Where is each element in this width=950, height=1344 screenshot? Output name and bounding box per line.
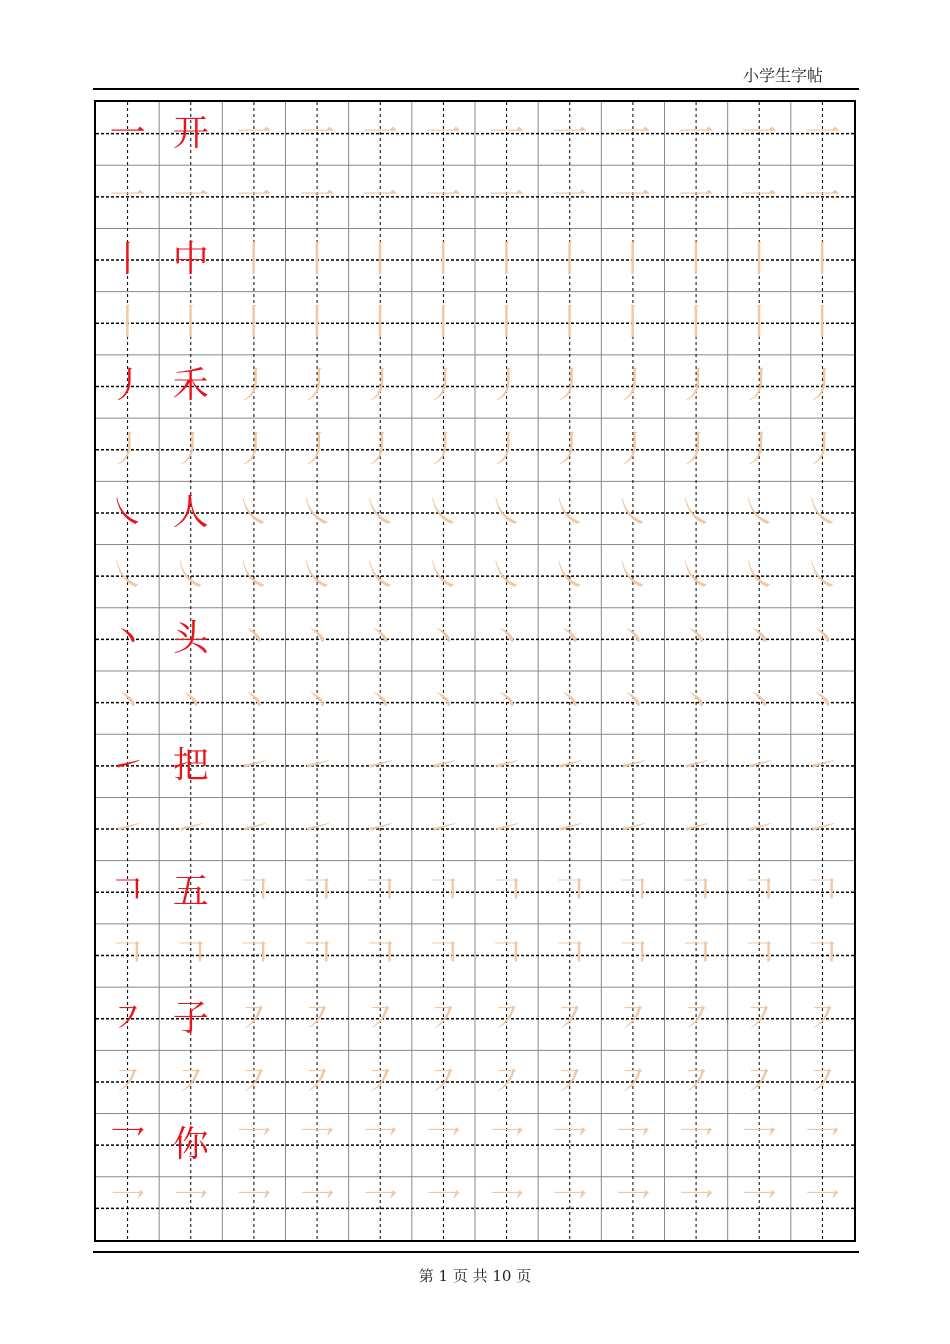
- trace-stroke: ㇇: [362, 1060, 399, 1102]
- trace-stroke: 丿: [425, 365, 462, 407]
- trace-stroke: ㇇: [299, 1060, 336, 1102]
- model-character: 开: [172, 112, 209, 154]
- trace-stroke: ㇏: [362, 555, 399, 597]
- trace-stroke: 乛: [362, 1124, 399, 1166]
- trace-stroke: 丶: [235, 681, 272, 723]
- trace-stroke: 乛: [804, 1187, 841, 1229]
- model-stroke: 丨: [109, 239, 146, 281]
- trace-stroke: 丿: [614, 365, 651, 407]
- trace-stroke: 丶: [741, 681, 778, 723]
- model-character: 头: [172, 618, 209, 660]
- trace-stroke: ㇇: [488, 997, 525, 1039]
- trace-stroke: 一: [299, 175, 336, 217]
- trace-stroke: 丨: [109, 302, 146, 344]
- trace-stroke: ㇏: [678, 555, 715, 597]
- trace-stroke: ㇇: [804, 997, 841, 1039]
- trace-stroke: 乛: [172, 1187, 209, 1229]
- trace-stroke: ㇀: [551, 808, 588, 850]
- trace-stroke: ㇇: [678, 997, 715, 1039]
- trace-stroke: 𠃍: [614, 934, 651, 976]
- trace-stroke: 丿: [488, 428, 525, 470]
- trace-stroke: 丿: [109, 428, 146, 470]
- trace-stroke: 丿: [235, 365, 272, 407]
- trace-stroke: 丶: [425, 618, 462, 660]
- trace-stroke: 乛: [235, 1124, 272, 1166]
- trace-stroke: 乛: [488, 1124, 525, 1166]
- model-stroke: 乛: [109, 1124, 146, 1166]
- trace-stroke: ㇇: [235, 1060, 272, 1102]
- trace-stroke: 乛: [551, 1124, 588, 1166]
- trace-stroke: 乛: [741, 1124, 778, 1166]
- trace-stroke: ㇇: [614, 1060, 651, 1102]
- trace-stroke: 丿: [741, 428, 778, 470]
- trace-stroke: ㇀: [235, 808, 272, 850]
- trace-stroke: 丨: [235, 302, 272, 344]
- trace-stroke: 乛: [614, 1187, 651, 1229]
- trace-stroke: 丶: [614, 618, 651, 660]
- trace-stroke: ㇏: [235, 555, 272, 597]
- trace-stroke: 𠃍: [804, 934, 841, 976]
- trace-stroke: ㇇: [109, 1060, 146, 1102]
- trace-stroke: 丨: [299, 302, 336, 344]
- trace-stroke: 𠃍: [551, 871, 588, 913]
- trace-stroke: ㇏: [804, 491, 841, 533]
- trace-stroke: ㇀: [614, 808, 651, 850]
- trace-stroke: 丿: [551, 428, 588, 470]
- trace-stroke: 乛: [741, 1187, 778, 1229]
- trace-stroke: 丿: [235, 428, 272, 470]
- trace-stroke: ㇇: [804, 1060, 841, 1102]
- trace-stroke: 丨: [741, 239, 778, 281]
- trace-stroke: 𠃍: [614, 871, 651, 913]
- trace-stroke: 一: [425, 175, 462, 217]
- trace-stroke: 丨: [614, 302, 651, 344]
- model-stroke: 丿: [109, 365, 146, 407]
- trace-stroke: 乛: [678, 1124, 715, 1166]
- trace-stroke: 丶: [804, 618, 841, 660]
- trace-stroke: 丿: [299, 428, 336, 470]
- trace-stroke: ㇀: [678, 744, 715, 786]
- trace-stroke: 𠃍: [425, 871, 462, 913]
- trace-stroke: 丨: [551, 239, 588, 281]
- model-character: 五: [172, 871, 209, 913]
- trace-stroke: 一: [551, 175, 588, 217]
- trace-stroke: 丶: [488, 618, 525, 660]
- trace-stroke: ㇀: [551, 744, 588, 786]
- trace-stroke: ㇀: [741, 808, 778, 850]
- trace-stroke: ㇀: [741, 744, 778, 786]
- trace-stroke: 丨: [741, 302, 778, 344]
- trace-stroke: ㇀: [109, 808, 146, 850]
- trace-stroke: 丨: [804, 239, 841, 281]
- trace-stroke: 乛: [362, 1187, 399, 1229]
- trace-stroke: ㇇: [741, 997, 778, 1039]
- trace-stroke: 丿: [678, 365, 715, 407]
- model-character: 人: [172, 491, 209, 533]
- trace-stroke: 𠃍: [678, 934, 715, 976]
- trace-stroke: 𠃍: [741, 871, 778, 913]
- trace-stroke: ㇏: [488, 491, 525, 533]
- trace-stroke: 丨: [172, 302, 209, 344]
- trace-stroke: 一: [614, 112, 651, 154]
- trace-stroke: ㇇: [299, 997, 336, 1039]
- trace-stroke: 𠃍: [362, 871, 399, 913]
- trace-stroke: 丿: [362, 428, 399, 470]
- trace-stroke: ㇏: [109, 555, 146, 597]
- header-rule: [93, 88, 859, 90]
- trace-stroke: ㇀: [172, 808, 209, 850]
- trace-stroke: 丶: [172, 681, 209, 723]
- trace-stroke: ㇏: [741, 491, 778, 533]
- trace-stroke: 𠃍: [741, 934, 778, 976]
- trace-stroke: ㇀: [488, 808, 525, 850]
- footer-rule: [93, 1251, 859, 1253]
- trace-stroke: 𠃍: [362, 934, 399, 976]
- trace-stroke: 一: [551, 112, 588, 154]
- trace-stroke: 一: [488, 112, 525, 154]
- trace-stroke: ㇏: [488, 555, 525, 597]
- trace-stroke: ㇏: [741, 555, 778, 597]
- trace-stroke: ㇀: [488, 744, 525, 786]
- model-stroke: ㇏: [109, 491, 146, 533]
- trace-stroke: ㇀: [425, 744, 462, 786]
- trace-stroke: 丿: [551, 365, 588, 407]
- trace-stroke: 一: [804, 112, 841, 154]
- trace-stroke: ㇀: [362, 808, 399, 850]
- model-stroke: ㇇: [109, 997, 146, 1039]
- trace-stroke: 丨: [488, 302, 525, 344]
- trace-stroke: 乛: [425, 1187, 462, 1229]
- trace-stroke: 丶: [551, 618, 588, 660]
- trace-stroke: 一: [299, 112, 336, 154]
- trace-stroke: 𠃍: [488, 871, 525, 913]
- trace-stroke: 𠃍: [678, 871, 715, 913]
- trace-stroke: ㇇: [425, 1060, 462, 1102]
- trace-stroke: ㇇: [551, 1060, 588, 1102]
- trace-stroke: ㇀: [299, 808, 336, 850]
- trace-stroke: ㇀: [362, 744, 399, 786]
- trace-stroke: 𠃍: [235, 871, 272, 913]
- trace-stroke: 𠃍: [299, 871, 336, 913]
- trace-stroke: 𠃍: [299, 934, 336, 976]
- trace-stroke: 乛: [678, 1187, 715, 1229]
- trace-stroke: ㇀: [614, 744, 651, 786]
- trace-stroke: 丿: [804, 428, 841, 470]
- trace-stroke: 乛: [425, 1124, 462, 1166]
- trace-stroke: ㇀: [804, 744, 841, 786]
- trace-stroke: 丿: [614, 428, 651, 470]
- trace-stroke: 丿: [362, 365, 399, 407]
- model-character: 把: [172, 744, 209, 786]
- trace-stroke: 乛: [299, 1124, 336, 1166]
- model-stroke: ㇀: [109, 744, 146, 786]
- trace-stroke: 乛: [614, 1124, 651, 1166]
- trace-stroke: ㇏: [235, 491, 272, 533]
- trace-stroke: ㇏: [425, 555, 462, 597]
- trace-stroke: 𠃍: [488, 934, 525, 976]
- trace-stroke: 丨: [804, 302, 841, 344]
- trace-stroke: 丿: [741, 365, 778, 407]
- trace-stroke: ㇇: [488, 1060, 525, 1102]
- trace-stroke: 𠃍: [551, 934, 588, 976]
- trace-stroke: 丨: [488, 239, 525, 281]
- trace-stroke: ㇏: [362, 491, 399, 533]
- model-character: 中: [172, 239, 209, 281]
- trace-stroke: ㇏: [614, 491, 651, 533]
- trace-stroke: 丶: [741, 618, 778, 660]
- trace-stroke: 丨: [299, 239, 336, 281]
- trace-stroke: 𠃍: [804, 871, 841, 913]
- trace-stroke: 丨: [235, 239, 272, 281]
- trace-stroke: 𠃍: [172, 934, 209, 976]
- model-character: 你: [172, 1124, 209, 1166]
- trace-stroke: 丨: [551, 302, 588, 344]
- trace-stroke: ㇀: [678, 808, 715, 850]
- model-stroke: 𠃍: [109, 871, 146, 913]
- trace-stroke: 一: [362, 112, 399, 154]
- trace-stroke: ㇏: [299, 555, 336, 597]
- trace-stroke: 丿: [678, 428, 715, 470]
- trace-stroke: 丨: [614, 239, 651, 281]
- trace-stroke: 一: [235, 175, 272, 217]
- trace-stroke: 丶: [678, 681, 715, 723]
- trace-stroke: 乛: [804, 1124, 841, 1166]
- trace-stroke: 丶: [678, 618, 715, 660]
- trace-stroke: 一: [425, 112, 462, 154]
- trace-stroke: 𠃍: [109, 934, 146, 976]
- trace-stroke: 丨: [678, 239, 715, 281]
- trace-stroke: 𠃍: [425, 934, 462, 976]
- trace-stroke: ㇏: [614, 555, 651, 597]
- trace-stroke: 丿: [299, 365, 336, 407]
- trace-stroke: ㇀: [804, 808, 841, 850]
- trace-stroke: 一: [741, 112, 778, 154]
- trace-stroke: 丿: [425, 428, 462, 470]
- page-footer: 第 1 页 共 10 页: [418, 1267, 532, 1285]
- trace-stroke: ㇇: [741, 1060, 778, 1102]
- trace-stroke: 丶: [235, 618, 272, 660]
- trace-stroke: 一: [172, 175, 209, 217]
- trace-stroke: ㇏: [678, 491, 715, 533]
- trace-stroke: ㇇: [425, 997, 462, 1039]
- trace-stroke: 一: [678, 175, 715, 217]
- header-title: 小学生字帖: [742, 66, 823, 85]
- trace-stroke: 丿: [488, 365, 525, 407]
- trace-stroke: 乛: [299, 1187, 336, 1229]
- model-stroke: 一: [109, 112, 146, 154]
- trace-stroke: ㇏: [425, 491, 462, 533]
- trace-stroke: ㇏: [804, 555, 841, 597]
- trace-stroke: 乛: [488, 1187, 525, 1229]
- trace-stroke: 丿: [172, 428, 209, 470]
- model-character: 子: [172, 997, 209, 1039]
- trace-stroke: ㇏: [172, 555, 209, 597]
- trace-stroke: ㇇: [172, 1060, 209, 1102]
- trace-stroke: 丶: [362, 681, 399, 723]
- trace-stroke: 丶: [804, 681, 841, 723]
- trace-stroke: ㇇: [678, 1060, 715, 1102]
- trace-stroke: 丿: [804, 365, 841, 407]
- trace-stroke: 一: [804, 175, 841, 217]
- trace-stroke: 丶: [109, 681, 146, 723]
- trace-stroke: 一: [741, 175, 778, 217]
- trace-stroke: ㇇: [614, 997, 651, 1039]
- trace-stroke: 乛: [235, 1187, 272, 1229]
- trace-stroke: 乛: [551, 1187, 588, 1229]
- trace-stroke: ㇇: [551, 997, 588, 1039]
- trace-stroke: ㇏: [299, 491, 336, 533]
- trace-stroke: 丶: [362, 618, 399, 660]
- trace-stroke: 一: [614, 175, 651, 217]
- trace-stroke: 一: [109, 175, 146, 217]
- trace-stroke: 丶: [614, 681, 651, 723]
- trace-stroke: 𠃍: [235, 934, 272, 976]
- trace-stroke: ㇇: [235, 997, 272, 1039]
- trace-stroke: 一: [488, 175, 525, 217]
- trace-stroke: 丨: [362, 302, 399, 344]
- trace-stroke: 一: [235, 112, 272, 154]
- model-character: 禾: [172, 365, 209, 407]
- trace-stroke: 丶: [488, 681, 525, 723]
- trace-stroke: ㇀: [299, 744, 336, 786]
- trace-stroke: 丶: [299, 618, 336, 660]
- trace-stroke: 丶: [425, 681, 462, 723]
- trace-stroke: 丨: [678, 302, 715, 344]
- practice-grid: [96, 102, 854, 1240]
- trace-stroke: 乛: [109, 1187, 146, 1229]
- trace-stroke: 丨: [425, 239, 462, 281]
- trace-stroke: 丶: [551, 681, 588, 723]
- trace-stroke: ㇇: [362, 997, 399, 1039]
- trace-stroke: ㇏: [551, 555, 588, 597]
- trace-stroke: 一: [362, 175, 399, 217]
- trace-stroke: 丶: [299, 681, 336, 723]
- trace-stroke: ㇏: [551, 491, 588, 533]
- trace-stroke: 丨: [362, 239, 399, 281]
- trace-stroke: ㇀: [425, 808, 462, 850]
- model-stroke: 丶: [109, 618, 146, 660]
- trace-stroke: 一: [678, 112, 715, 154]
- trace-stroke: 丨: [425, 302, 462, 344]
- trace-stroke: ㇀: [235, 744, 272, 786]
